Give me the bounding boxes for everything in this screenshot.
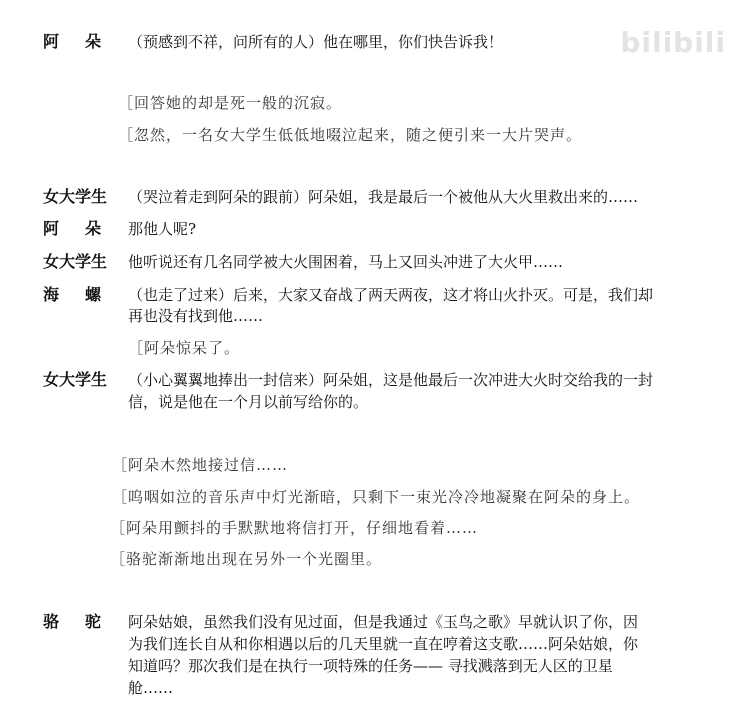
speaker-name: 阿朵 xyxy=(43,219,128,238)
speaker-name: 海螺 xyxy=(43,285,128,304)
stage-direction: ［骆驼渐渐地出现在另外一个光圈里。 xyxy=(110,550,383,568)
speaker-name: 骆驼 xyxy=(43,612,128,631)
bilibili-watermark: bilibili xyxy=(620,26,726,59)
dialogue-line: 为我们连长自从和你相遇以后的几天里就一直在哼着这支歌……阿朵姑娘，你 xyxy=(128,635,639,653)
speaker-name: 女大学生 xyxy=(43,187,108,206)
dialogue-line: 舱…… xyxy=(128,679,174,697)
dialogue-line: 再也没有找到他…… xyxy=(128,307,264,325)
speaker-name: 阿朵 xyxy=(43,32,128,51)
speaker-name: 女大学生 xyxy=(43,252,108,271)
dialogue-line: （预感到不祥，问所有的人）他在哪里，你们快告诉我！ xyxy=(128,33,504,51)
stage-direction: ［呜咽如泣的音乐声中灯光渐暗，只剩下一束光冷冷地凝聚在阿朵的身上。 xyxy=(112,488,641,506)
stage-direction: ［阿朵用颤抖的手默默地将信打开，仔细地看着…… xyxy=(110,519,479,537)
speaker-name: 女大学生 xyxy=(43,370,108,389)
dialogue-line: 信，说是他在一个月以前写给你的。 xyxy=(128,393,369,411)
stage-direction: ［阿朵木然地接过信…… xyxy=(112,456,289,474)
stage-direction: ［回答她的却是死一般的沉寂。 xyxy=(118,94,343,112)
dialogue-line: 阿朵姑娘，虽然我们没有见过面，但是我通过《玉鸟之歌》早就认识了你，因 xyxy=(128,613,639,631)
dialogue-line: 那他人呢? xyxy=(128,220,197,238)
dialogue-line: （哭泣着走到阿朵的跟前）阿朵姐，我是最后一个被他从大火里救出来的…… xyxy=(128,188,639,206)
dialogue-line: 知道吗？那次我们是在执行一项特殊的任务—— 寻找溅落到无人区的卫星 xyxy=(128,657,613,675)
dialogue-line: （也走了过来）后来，大家又奋战了两天两夜，这才将山火扑灭。可是，我们却 xyxy=(128,286,654,304)
stage-direction: ［忽然，一名女大学生低低地啜泣起来，随之便引来一大片哭声。 xyxy=(118,126,583,144)
dialogue-line: 他听说还有几名同学被大火围困着，马上又回头冲进了大火甲…… xyxy=(128,253,564,271)
stage-direction: ［阿朵惊呆了。 xyxy=(128,339,241,357)
dialogue-line: （小心翼翼地捧出一封信来）阿朵姐，这是他最后一次冲进大火时交给我的一封 xyxy=(128,371,654,389)
